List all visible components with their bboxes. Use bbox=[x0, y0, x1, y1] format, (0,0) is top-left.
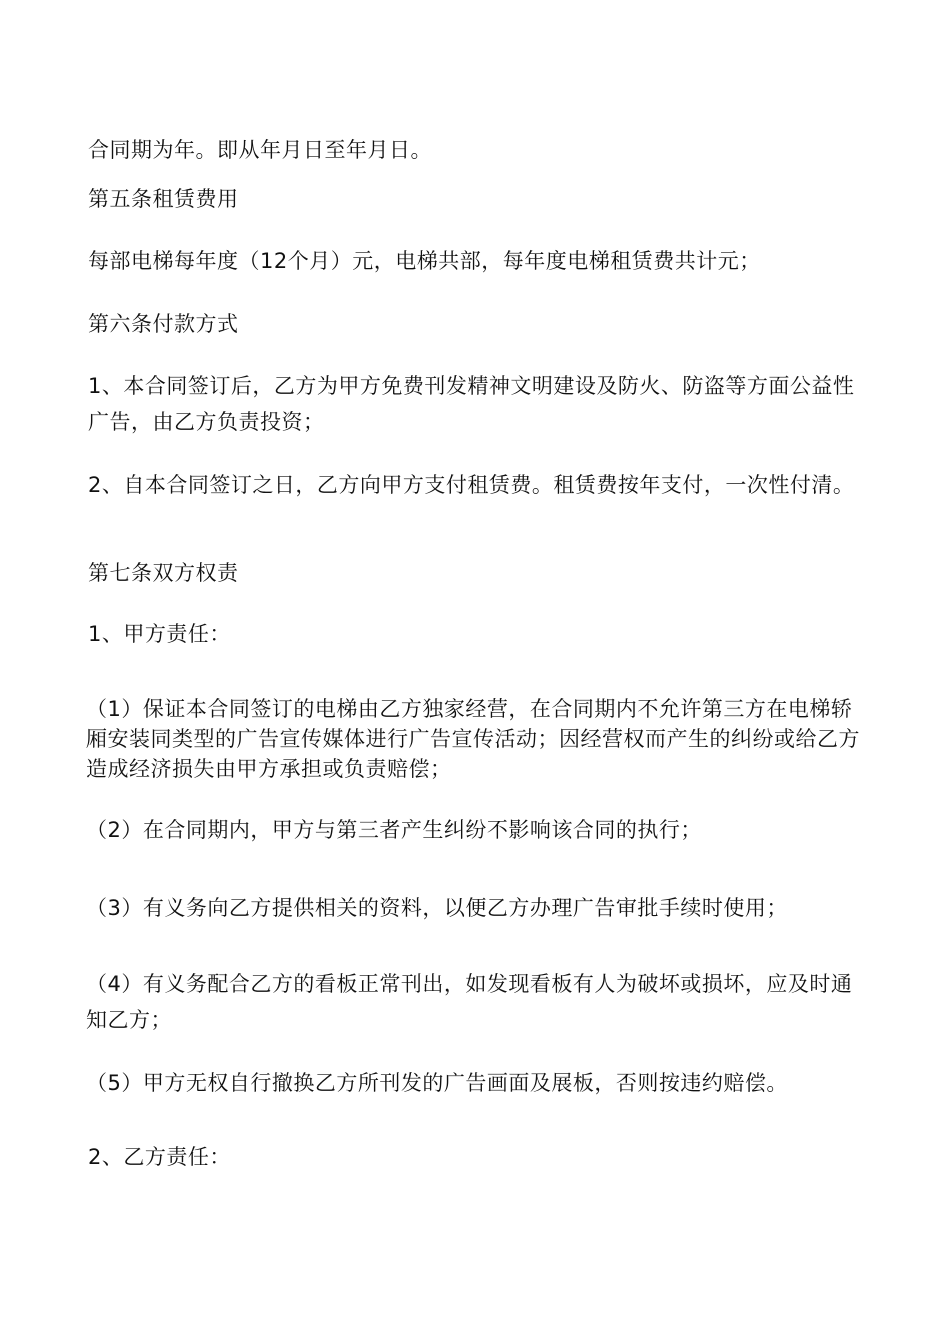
party-a-item-5: （5）甲方无权自行撤换乙方所刊发的广告画面及展板，否则按违约赔偿。 bbox=[86, 1071, 788, 1095]
party-a-item-1: （1）保证本合同签订的电梯由乙方独家经营，在合同期内不允许第三方在电梯轿厢安装同类型的广告宣传媒体进行广告宣传活动；因经营权而产生的纠纷或给乙方造成经济损失由甲方承担或负责赔偿； bbox=[86, 697, 860, 781]
party-a-item-3: （3）有义务向乙方提供相关的资料，以便乙方办理广告审批手续时使用； bbox=[86, 896, 788, 920]
section-heading-rights: 第七条双方权责 bbox=[88, 561, 239, 585]
rent-fee-text: 每部电梯每年度（12个月）元，电梯共部，每年度电梯租赁费共计元； bbox=[88, 249, 761, 273]
contract-period-text: 合同期为年。即从年月日至年月日。 bbox=[88, 138, 432, 162]
section-heading-payment: 第六条付款方式 bbox=[88, 312, 239, 336]
party-a-item-4: （4）有义务配合乙方的看板正常刊出，如发现看板有人为破坏或损坏，应及时通知乙方； bbox=[86, 972, 853, 1032]
party-a-item-2: （2）在合同期内，甲方与第三者产生纠纷不影响该合同的执行； bbox=[86, 818, 702, 842]
payment-item-2: 2、自本合同签订之日，乙方向甲方支付租赁费。租赁费按年支付，一次性付清。 bbox=[88, 473, 855, 497]
section-heading-rent-fee: 第五条租赁费用 bbox=[88, 187, 239, 211]
party-b-responsibility-heading: 2、乙方责任： bbox=[88, 1145, 231, 1169]
payment-item-1: 1、本合同签订后，乙方为甲方免费刊发精神文明建设及防火、防盗等方面公益性广告，由乙方负责投资； bbox=[88, 374, 855, 434]
party-a-responsibility-heading: 1、甲方责任： bbox=[88, 622, 231, 646]
